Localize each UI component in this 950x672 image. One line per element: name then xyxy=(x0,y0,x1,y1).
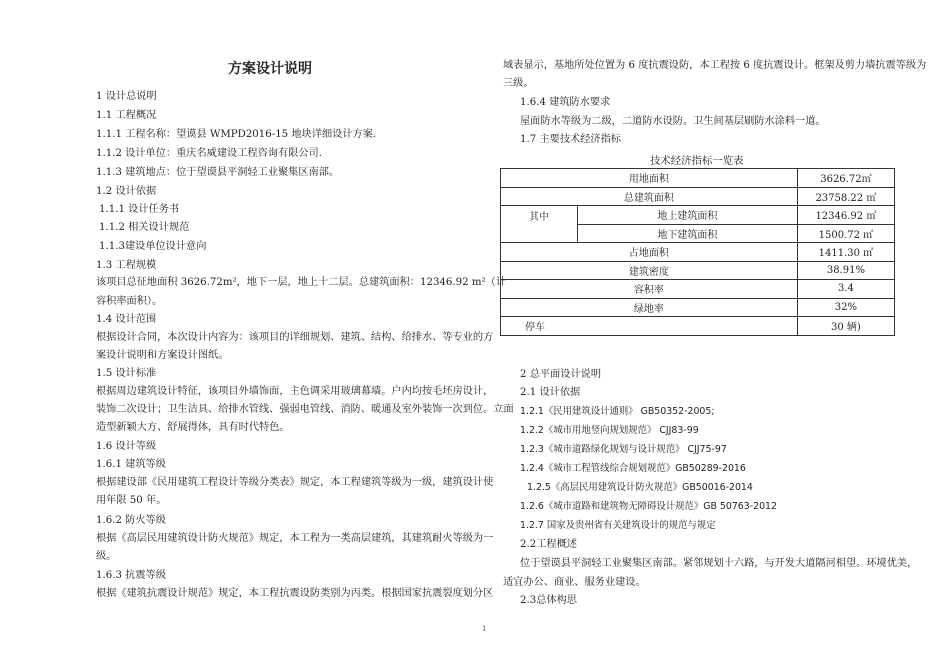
heading: 1 设计总说明 xyxy=(96,91,157,102)
table-cell: 地上建筑面积 xyxy=(578,206,798,225)
heading: 1.2 设计依据 xyxy=(96,186,157,197)
heading: 1.7 主要技术经济指标 xyxy=(520,134,621,145)
table-cell: 绿地率 xyxy=(501,298,798,317)
paragraph-line: 1.1.2 相关设计规范 xyxy=(99,222,190,233)
paragraph-line: 根据建设部《民用建筑工程设计等级分类表》规定，本工程建筑等级为一级，建筑设计使 xyxy=(96,477,494,488)
paragraph-line: 根据设计合同，本次设计内容为：该项目的详细规划、建筑、结构、给排水、等专业的方 xyxy=(96,332,494,343)
table-cell: 32% xyxy=(797,298,894,317)
heading: 1.4 设计范围 xyxy=(96,314,157,325)
paragraph-line: 该项目总征地面积 3626.72m²，地下一层，地上十二层。总建筑面积：12346.92 m²（计 xyxy=(96,277,506,288)
heading: 1.6 设计等级 xyxy=(96,441,157,452)
heading: 1.6.4 建筑防水要求 xyxy=(520,97,611,108)
heading: 1.6.1 建筑等级 xyxy=(96,459,166,470)
table-cell: 其中 xyxy=(501,206,578,243)
reference-item: 1.2.2《城市用地竖向规划规范》 CJJ83-99 xyxy=(520,425,699,436)
table-cell: 建筑密度 xyxy=(501,261,798,280)
table-cell: 12346.92 ㎡ xyxy=(797,206,894,225)
reference-item: 1.2.4《城市工程管线综合规划规范》GB50289-2016 xyxy=(520,463,746,474)
page-title: 方案设计说明 xyxy=(228,61,312,77)
table-cell: 用地面积 xyxy=(501,169,798,188)
heading: 1.6.2 防火等级 xyxy=(96,515,166,526)
table-cell: 容积率 xyxy=(501,280,798,299)
paragraph-line: 造型新颖大方、舒展得体，具有时代特色。 xyxy=(96,422,290,433)
economic-indicators-table xyxy=(500,168,895,336)
table-row xyxy=(501,298,895,317)
paragraph-line: 域表显示，基地所处位置为 6 度抗震设防，本工程按 6 度抗震设计。框架及剪力墙抗震等级为 xyxy=(503,60,927,71)
table-cell: 3626.72㎡ xyxy=(797,169,894,188)
page-number: 1 xyxy=(482,625,487,633)
paragraph-line: 用年限 50 年。 xyxy=(96,495,167,506)
reference-item: 1.2.3《城市道路绿化规划与设计规范》 CJJ75-97 xyxy=(520,444,727,455)
table-row xyxy=(501,187,895,206)
paragraph-line: 1.1.2 设计单位：重庆名威建设工程咨询有限公司. xyxy=(96,148,322,159)
table-cell: 1500.72 ㎡ xyxy=(797,224,894,243)
paragraph-line: 级。 xyxy=(96,551,117,562)
table-cell: 23758.22 ㎡ xyxy=(797,187,894,206)
reference-item: 1.2.6《城市道路和建筑物无障碍设计规范》GB 50763-2012 xyxy=(520,501,777,512)
paragraph-line: 根据周边建筑设计特征，该项目外墙饰面，主色调采用玻璃幕墙。户内均按毛坯房设计， xyxy=(96,386,494,397)
table-row xyxy=(501,169,895,188)
paragraph-line: 根据《高层民用建筑设计防火规范》规定，本工程为一类高层建筑，其建筑耐火等级为一 xyxy=(96,533,494,544)
table-cell: 总建筑面积 xyxy=(501,187,798,206)
table-row xyxy=(501,206,895,225)
table-row xyxy=(501,261,895,280)
reference-item: 1.2.1《民用建筑设计通则》 GB50352-2005; xyxy=(520,406,715,417)
table-cell: 3.4 xyxy=(797,280,894,299)
paragraph-line: 根据《建筑抗震设计规范》规定，本工程抗震设防类别为丙类。根据国家抗震裂度划分区 xyxy=(96,588,494,599)
heading: 2.3总体构思 xyxy=(520,595,577,606)
heading: 2.1 设计依据 xyxy=(520,387,581,398)
reference-item: 1.2.5《高层民用建筑设计防火规范》GB50016-2014 xyxy=(527,482,753,493)
paragraph-line: 三级。 xyxy=(503,78,534,89)
paragraph-line: 案设计说明和方案设计图纸。 xyxy=(96,350,229,361)
paragraph-line: 1.1.1 工程名称：望谟县 WMPD2016-15 地块详细设计方案. xyxy=(96,129,377,140)
table-cell: 30 辆) xyxy=(797,317,894,336)
table-row xyxy=(501,280,895,299)
table-cell: 占地面积 xyxy=(501,243,798,262)
paragraph-line: 1.1.3 建筑地点：位于望谟县平洞轻工业聚集区南部。 xyxy=(96,167,340,178)
paragraph-line: 适宜办公、商业、服务业建设。 xyxy=(503,577,646,588)
heading: 1.1 工程概况 xyxy=(96,110,157,121)
paragraph-line: 容积率面积）。 xyxy=(96,296,163,307)
paragraph-line: 位于望谟县平洞轻工业聚集区南部。紧邻规划十六路，与开发大道隔河相望。环境优美， xyxy=(520,558,918,569)
paragraph-line: 1.1.1 设计任务书 xyxy=(99,204,180,215)
table-cell: 地下建筑面积 xyxy=(578,224,798,243)
table-cell: 停车 xyxy=(501,317,798,336)
paragraph-line: 1.1.3建设单位设计意向 xyxy=(99,241,207,252)
table-caption: 技术经济指标一览表 xyxy=(650,155,744,167)
table-row xyxy=(501,243,895,262)
paragraph-line: 屋面防水等级为二级，二道防水设防。卫生间基层刷防水涂料一道。 xyxy=(520,116,826,127)
table-cell: 1411.30 ㎡ xyxy=(797,243,894,262)
table-cell: 38.91% xyxy=(797,261,894,280)
heading: 2.2工程概述 xyxy=(520,539,577,550)
heading: 2 总平面设计说明 xyxy=(520,369,602,380)
heading: 1.6.3 抗震等级 xyxy=(96,570,166,581)
heading: 1.5 设计标准 xyxy=(96,368,157,379)
paragraph-line: 装饰二次设计；卫生洁具、给排水管线、强弱电管线、消防、暖通及室外装饰一次到位。立面 xyxy=(96,404,514,415)
reference-item: 1.2.7 国家及贵州省有关建筑设计的规范与规定 xyxy=(520,520,716,531)
heading: 1.3 工程规模 xyxy=(96,260,157,271)
table-row xyxy=(501,317,895,336)
